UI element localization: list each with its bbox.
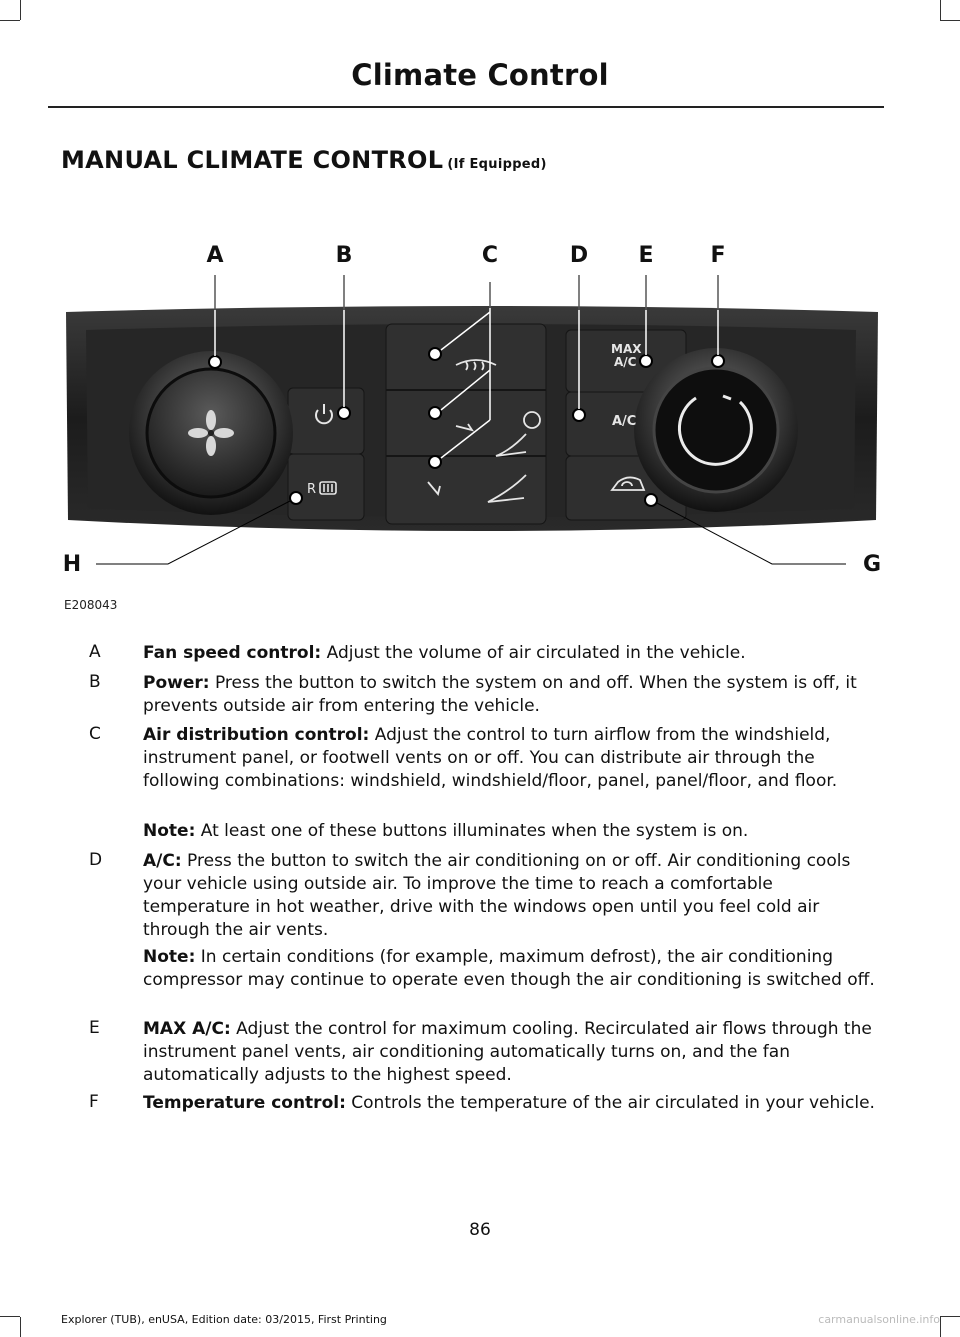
callout-c: C [481,243,499,268]
callout-d: D [569,243,589,268]
item-text: Press the button to switch the air conditioning on or off. Air conditioning cools your vehicle using outside air. To improve the time to reach a comfortable temperature in hot weather, drive with the windows open until you feel cold air through the air vents. [143,851,851,940]
note-term: Note: [143,947,196,967]
item-note [143,820,875,843]
figure-id: E208043 [64,598,118,612]
section-subtitle: (If Equipped) [447,157,547,172]
crop-mark [940,1317,941,1337]
item-term: Fan speed control: [143,643,322,663]
callout-g: G [862,552,882,577]
item-term: Power: [143,673,210,693]
rear-defrost-label: R [307,482,317,497]
note-text: At least one of these buttons illuminates when the system is on. [195,821,749,841]
item-text: Adjust the control to turn airflow from the windshield, instrument panel, or footwell vents on or off. You can distribute air through the following combinations: windshield, windshield/floor, panel, panel/floor, and floor. [143,725,838,791]
item-term: A/C: [143,851,182,871]
page-header-title: Climate Control [351,58,609,92]
item-letter: C [89,724,101,744]
item-text: Adjust the volume of air circulated in the vehicle. [321,643,746,663]
max-label: MAX [611,342,642,356]
crop-mark [20,1317,21,1337]
item-body [143,850,875,942]
climate-control-panel-figure [56,220,916,600]
callout-f: F [710,243,726,268]
item-letter: D [89,850,103,870]
max-ac-label: A/C [614,355,637,369]
section-title [61,146,547,174]
crop-mark [940,20,960,21]
ac-label: A/C [612,414,637,429]
note-term: Note: [143,821,196,841]
item-letter: F [89,1092,99,1112]
item-body [143,672,875,718]
item-letter: E [89,1018,100,1038]
header-divider [48,106,884,108]
section-title-text: MANUAL CLIMATE CONTROL [61,146,444,174]
crop-mark [20,0,21,20]
callout-h: H [62,552,82,577]
callout-b: B [335,243,353,268]
item-note [143,946,875,992]
crop-mark [0,1316,20,1317]
callout-e: E [638,243,654,268]
watermark: carmanualsonline.info [818,1313,940,1326]
item-term: Air distribution control: [143,725,370,745]
callout-a: A [206,243,224,268]
page-number: 86 [469,1220,491,1240]
item-text: Press the button to switch the system on and off. When the system is off, it prevents outside air from entering the vehicle. [143,673,857,716]
center-button-stack [386,324,546,524]
item-body [143,724,875,793]
crop-mark [940,1316,960,1317]
item-term: MAX A/C: [143,1019,231,1039]
note-text: In certain conditions (for example, maximum defrost), the air conditioning compressor may continue to operate even though the air conditioning is switched off. [143,947,875,990]
item-body [143,642,875,665]
item-letter: A [89,642,101,662]
item-body [143,1092,875,1115]
crop-mark [940,0,941,20]
item-term: Temperature control: [143,1093,346,1113]
footer-edition: Explorer (TUB), enUSA, Edition date: 03/2015, First Printing [61,1313,387,1326]
item-body [143,1018,875,1087]
item-text: Adjust the control for maximum cooling. Recirculated air flows through the instrument panel vents, air conditioning automatically turns on, and the fan automatically adjusts to the highest speed. [143,1019,872,1085]
item-letter: B [89,672,101,692]
item-text: Controls the temperature of the air circulated in your vehicle. [345,1093,875,1113]
crop-mark [0,20,20,21]
